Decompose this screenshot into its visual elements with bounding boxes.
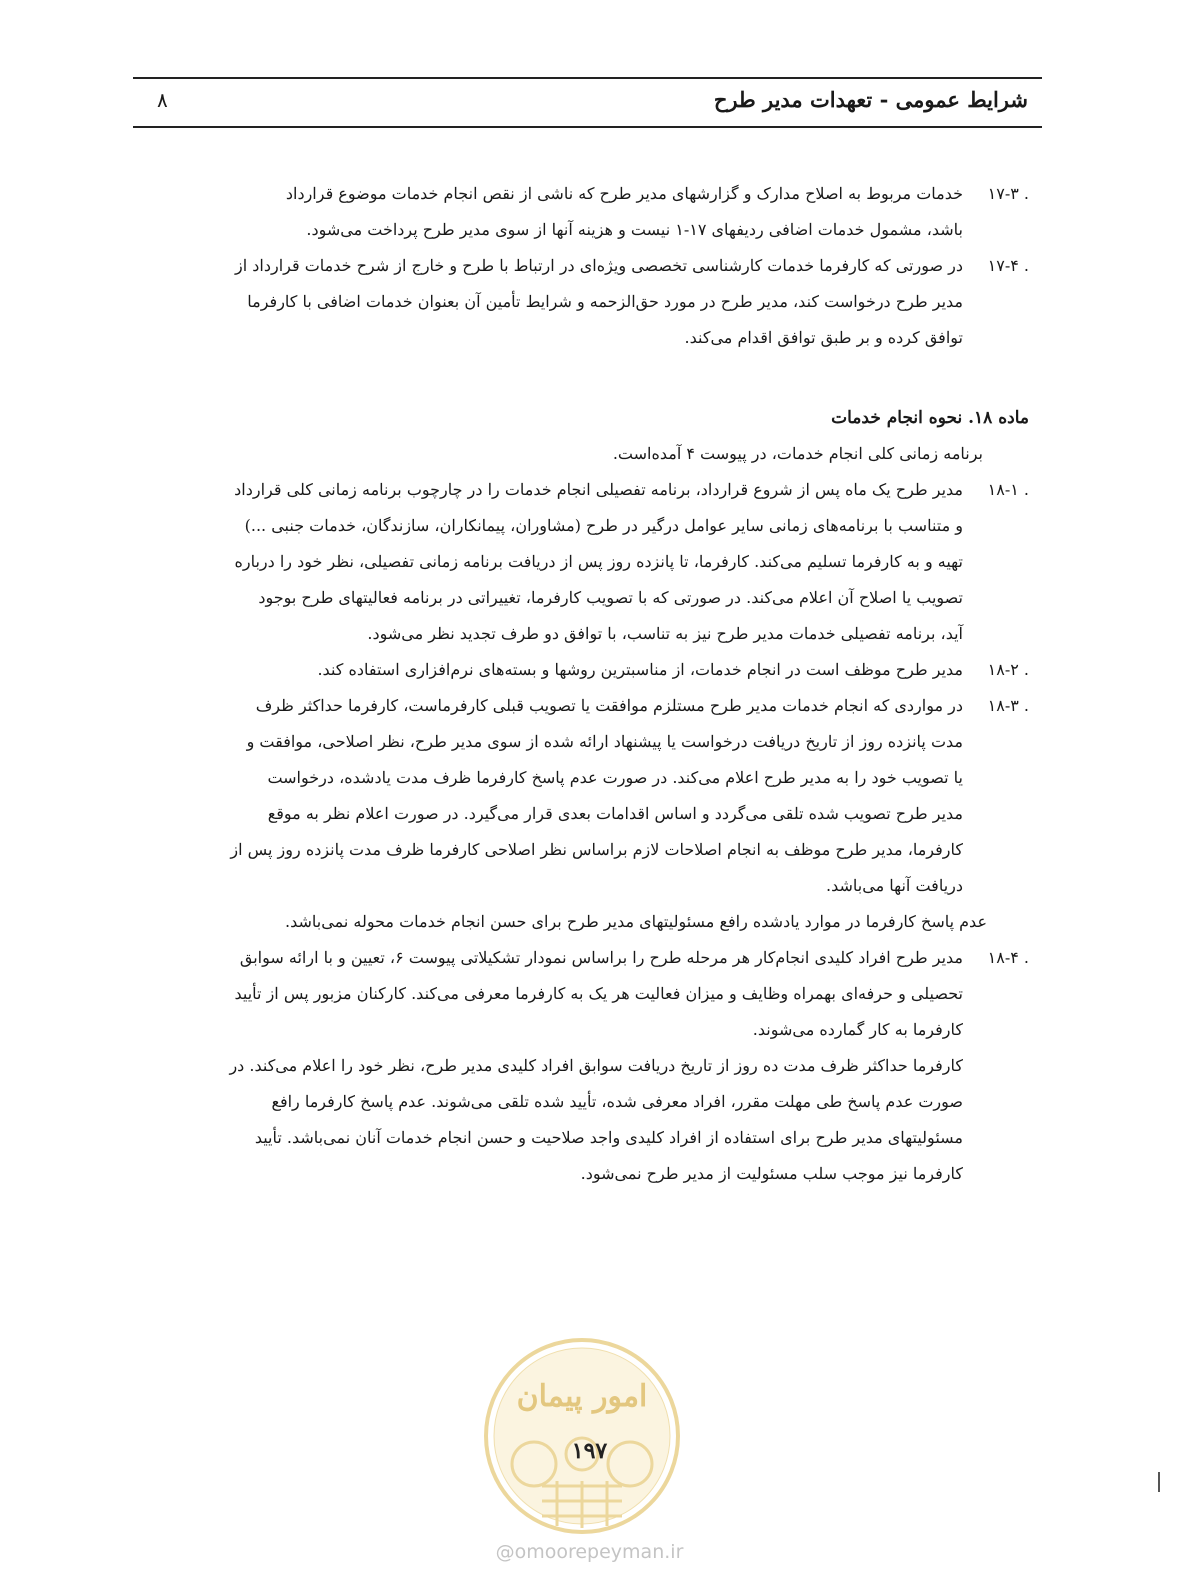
clause-number: ۱۸-۱ .	[987, 480, 1029, 499]
clause-number: ۱۷-۳ .	[987, 184, 1029, 203]
running-title: شرایط عمومی - تعهدات مدیر طرح	[713, 87, 1028, 112]
page-header	[133, 73, 1042, 128]
clause-line: تحصیلی و حرفه‌ای بهمراه وظایف و میزان فعالیت هر یک به کارفرما معرفی می‌کند. کارکنان مزبور پس از تأیید	[234, 984, 963, 1003]
watermark-logo-text: امور پیمان	[516, 1379, 648, 1414]
watermark-logo	[482, 1336, 682, 1536]
clause-line: دریافت آنها می‌باشد.	[826, 876, 963, 895]
clause-line: صورت عدم پاسخ طی مهلت مقرر، افراد معرفی شده، تأیید شده تلقی می‌شوند. عدم پاسخ کارفرما رافع	[271, 1092, 963, 1111]
clause-18-3	[152, 688, 1029, 904]
clause-line: مدیر طرح درخواست کند، مدیر طرح در مورد حق‌الزحمه و شرایط تأمین آن بعنوان خدمات اضافی با کارفرما	[247, 292, 963, 311]
clause-line: در صورتی که کارفرما خدمات کارشناسی تخصصی ویژه‌ای در ارتباط با طرح و خارج از شرح خدمات قرارداد از	[235, 256, 963, 275]
clause-line: یا تصویب خود را به مدیر طرح اعلام می‌کند. در صورت عدم پاسخ کارفرما ظرف مدت یادشده، درخواست	[267, 768, 963, 787]
clause-line: توافق کرده و بر طبق توافق اقدام می‌کند.	[684, 328, 963, 347]
clause-18-4-followup	[152, 1048, 1029, 1192]
page-badge-number: ۱۹۷	[571, 1438, 608, 1464]
clause-line: مدیر طرح موظف است در انجام خدمات، از مناسبترین روشها و بسته‌های نرم‌افزاری استفاده کند.	[317, 660, 963, 679]
clause-line: تهیه و به کارفرما تسلیم می‌کند. کارفرما، تا پانزده روز پس از دریافت برنامه زمانی تفصیلی، نظر خود را درباره	[234, 552, 963, 571]
clause-line: در مواردی که انجام خدمات مدیر طرح مستلزم موافقت یا تصویب قبلی کارفرماست، کارفرما حداکثر ظرف	[255, 696, 963, 715]
clause-17-4	[152, 248, 1029, 356]
clause-line: مدت پانزده روز از تاریخ دریافت درخواست یا پیشنهاد ارائه شده از سوی مدیر طرح، نظر اصلاحی، موافقت و	[246, 732, 963, 751]
document-body	[152, 176, 1029, 1192]
clause-line: مسئولیتهای مدیر طرح برای استفاده از افراد کلیدی واجد صلاحیت و حسن انجام خدمات آنان نمی‌باشد. تأیید	[254, 1128, 963, 1147]
clause-18-2	[152, 652, 1029, 688]
clause-18-1	[152, 472, 1029, 652]
clause-line: باشد، مشمول خدمات اضافی ردیفهای ۱۷-۱ نیست و هزینه آنها از سوی مدیر طرح پرداخت می‌شود.	[306, 220, 963, 239]
clause-line: مدیر طرح یک ماه پس از شروع قرارداد، برنامه تفصیلی انجام خدمات را در چارچوب برنامه زمانی کلی قرارداد	[234, 480, 963, 499]
clause-line: تصویب یا اصلاح آن اعلام می‌کند. در صورتی که با تصویب کارفرما، تغییراتی در برنامه فعالیتهای طرح بوجود	[258, 588, 963, 607]
clause-line: خدمات مربوط به اصلاح مدارک و گزارشهای مدیر طرح که ناشی از نقص انجام خدمات موضوع قرارداد	[285, 184, 963, 203]
clause-line: کارفرما به کار گمارده می‌شوند.	[752, 1020, 963, 1039]
watermark-url: @omoorepeyman.ir	[495, 1541, 684, 1563]
header-top-rule	[133, 77, 1042, 79]
clause-line: کارفرما، مدیر طرح موظف به انجام اصلاحات لازم براساس نظر اصلاحی کارفرما ظرف مدت پانزده روز پس از	[230, 840, 963, 859]
margin-mark	[1158, 1472, 1160, 1492]
header-bottom-rule	[133, 126, 1042, 128]
section-18-title: ماده ۱۸. نحوه انجام خدمات	[831, 408, 1029, 428]
clause-number: ۱۷-۴ .	[987, 256, 1029, 275]
clause-line: مدیر طرح افراد کلیدی انجام‌کار هر مرحله طرح را براساس نمودار تشکیلاتی پیوست ۶، تعیین و با ارائه سوابق	[239, 948, 963, 967]
clause-line: کارفرما نیز موجب سلب مسئولیت از مدیر طرح نمی‌شود.	[580, 1164, 963, 1183]
clause-line: آید، برنامه تفصیلی خدمات مدیر طرح نیز به تناسب، با توافق دو طرف تجدید نظر می‌شود.	[367, 624, 963, 643]
clause-18-3-note: عدم پاسخ کارفرما در موارد یادشده رافع مسئولیتهای مدیر طرح برای حسن انجام خدمات محوله نمی‌باشد.	[285, 912, 987, 931]
clause-line: و متناسب با برنامه‌های زمانی سایر عوامل درگیر در طرح (مشاوران، پیمانکاران، سازندگان، خدمات جنبی ...)	[244, 516, 963, 535]
clause-number: ۱۸-۳ .	[987, 696, 1029, 715]
clause-line: مدیر طرح تصویب شده تلقی می‌گردد و اساس اقدامات بعدی قرار می‌گیرد. در صورت اعلام نظر به موقع	[267, 804, 963, 823]
clause-18-4	[152, 940, 1029, 1048]
clause-number: ۱۸-۴ .	[987, 948, 1029, 967]
clause-17-3	[152, 176, 1029, 248]
clause-number: ۱۸-۲ .	[987, 660, 1029, 679]
section-18-intro: برنامه زمانی کلی انجام خدمات، در پیوست ۴ آمده‌است.	[612, 444, 983, 463]
page-number: ۸	[157, 88, 168, 112]
clause-line: کارفرما حداکثر ظرف مدت ده روز از تاریخ دریافت سوابق افراد کلیدی مدیر طرح، نظر خود را اعلام می‌کند. در	[229, 1056, 963, 1075]
